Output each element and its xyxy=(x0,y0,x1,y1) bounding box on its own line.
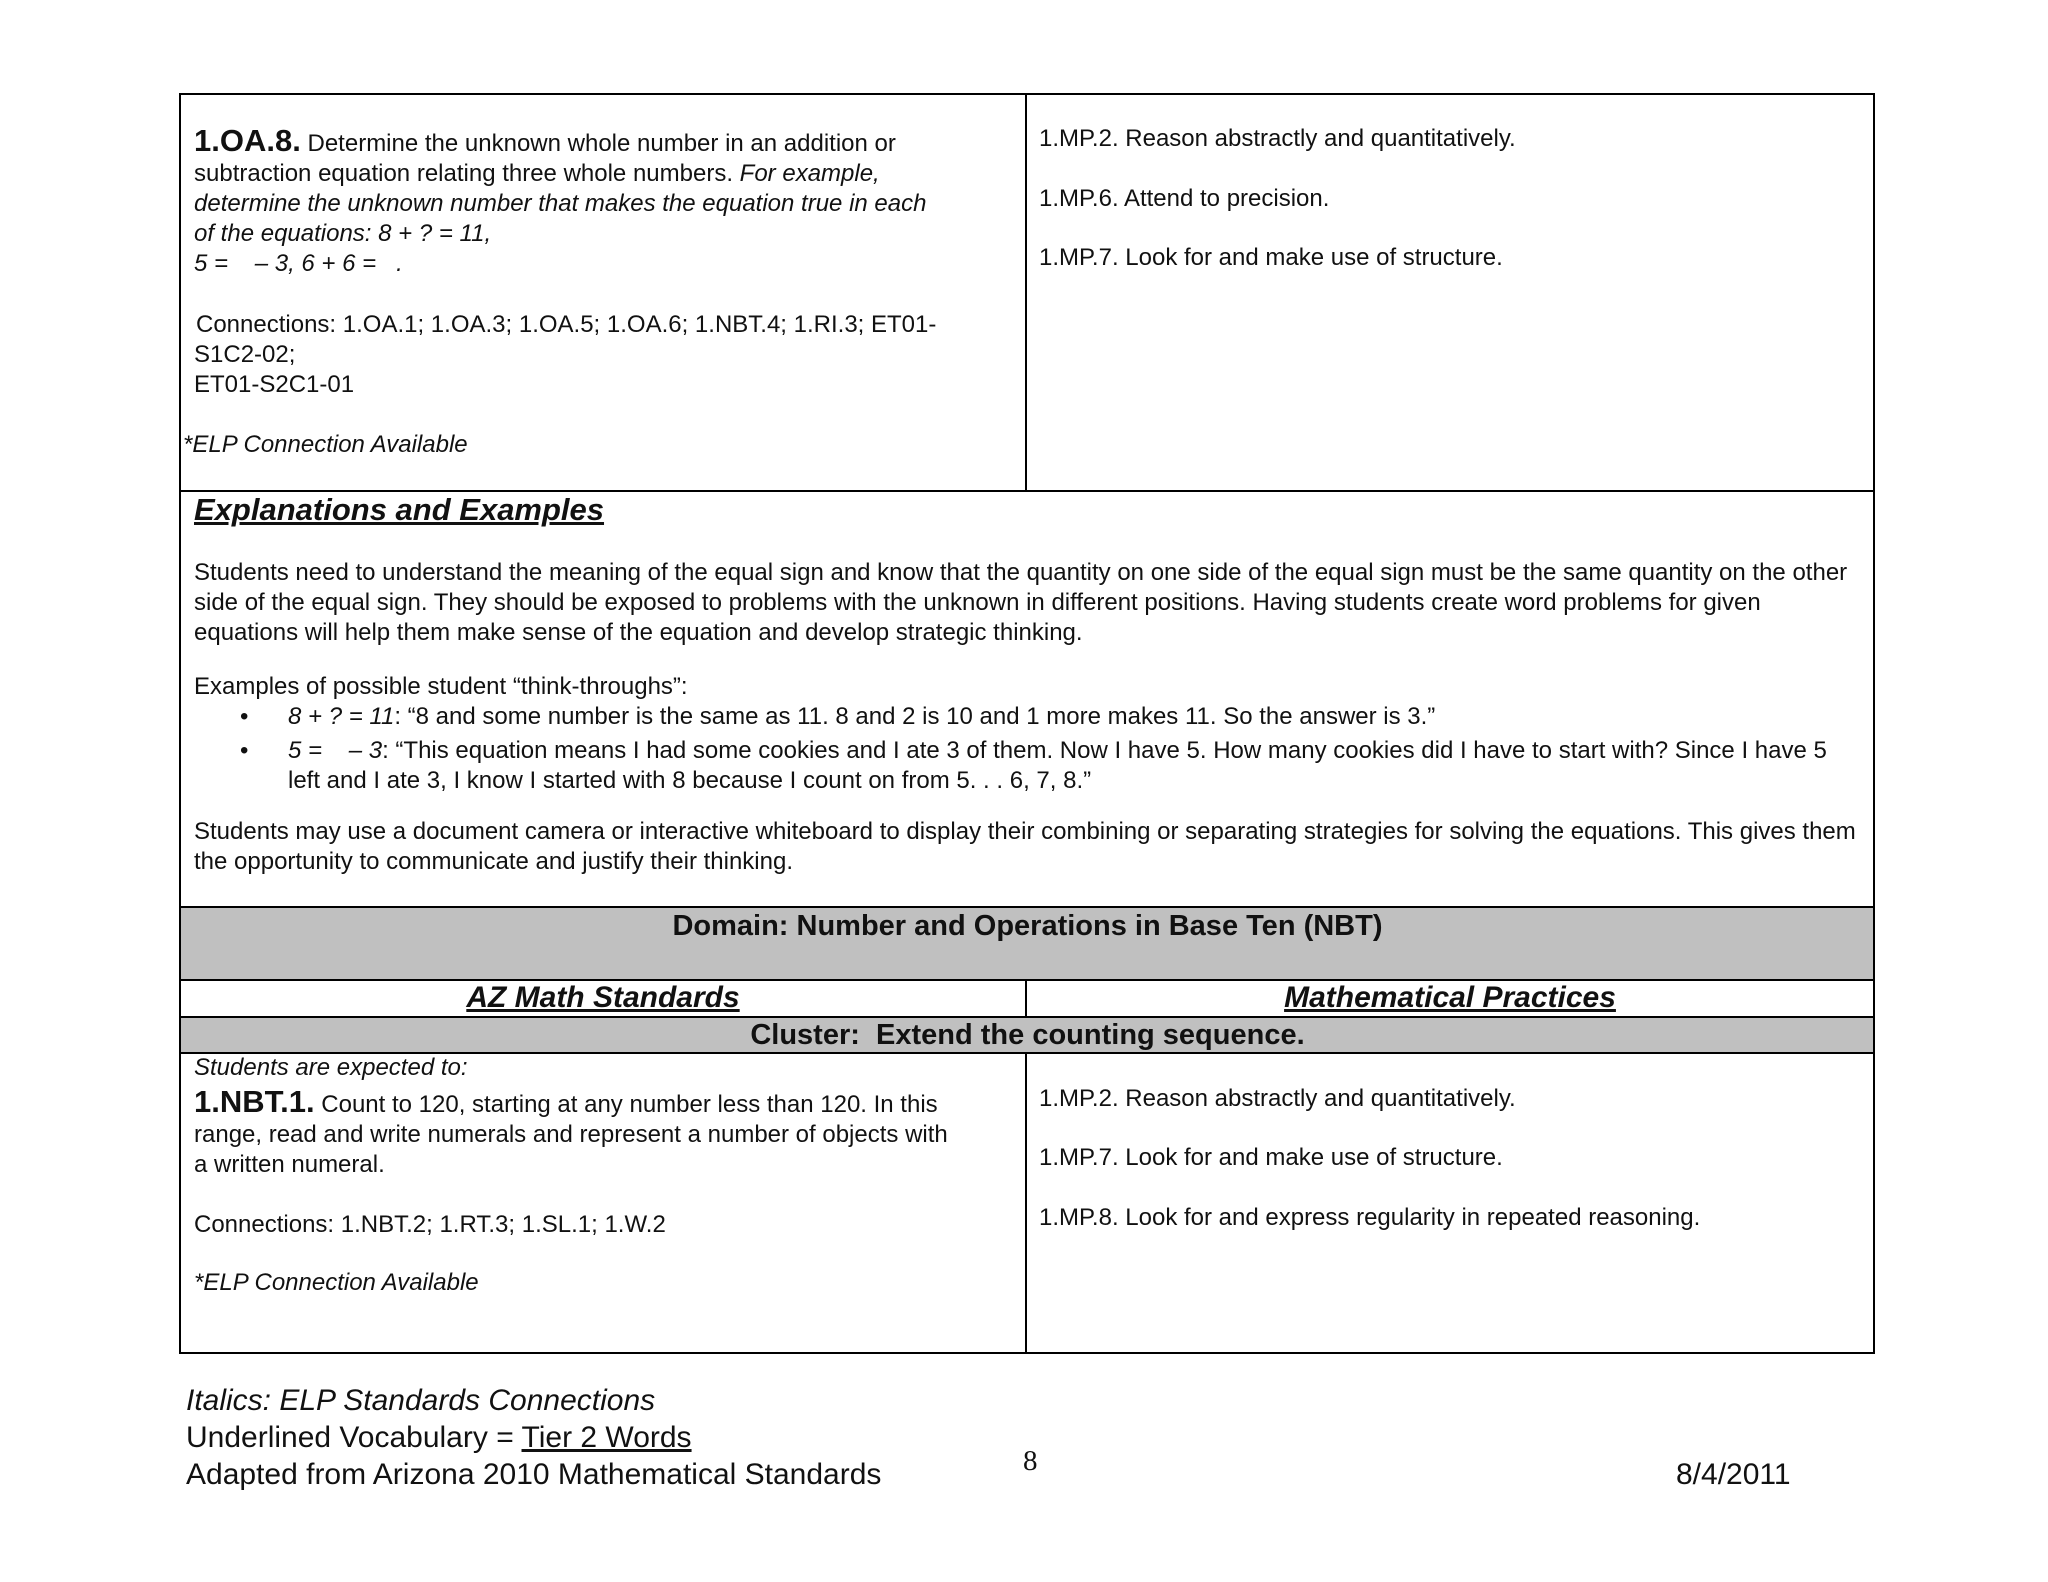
table-border-bottom xyxy=(180,1352,1875,1354)
footer-italics-note: Italics: ELP Standards Connections xyxy=(186,1384,656,1417)
column-header-az-standards: AZ Math Standards xyxy=(466,981,740,1014)
footer-adapted-from: Adapted from Arizona 2010 Mathematical Standards xyxy=(186,1458,882,1491)
footer-vocabulary-prefix: Underlined Vocabulary = xyxy=(186,1421,522,1454)
connections-line-2: S1C2-02; xyxy=(194,341,296,368)
column-divider-top xyxy=(1025,93,1027,491)
standard-line-2: range, read and write numerals and represent a number of objects with xyxy=(194,1121,948,1148)
examples-list xyxy=(240,702,1865,800)
examples-intro: Examples of possible student “think-throughs”: xyxy=(194,673,688,700)
connections-line-1: Connections: 1.OA.1; 1.OA.3; 1.OA.5; 1.OA.6; 1.NBT.4; 1.RI.3; ET01- xyxy=(196,311,937,338)
example-text: : “This equation means I had some cookies and I ate 3 of them. Now I have 5. How many cookies did I have to start with? Since I have 5 left and I ate 3, I know I started with 8 because I count on from 5. . . 6, 7, 8.” xyxy=(288,737,1827,794)
example-equation: 8 + ? = 11 xyxy=(288,703,395,730)
domain-title: Domain: Number and Operations in Base Ten (NBT) xyxy=(672,910,1383,942)
example-equation: 5 = – 3 xyxy=(288,737,383,764)
standard-text: Determine the unknown whole number in an addition or xyxy=(307,130,896,157)
example-text: : “8 and some number is the same as 11. 8 and 2 is 10 and 1 more makes 11. So the answer is 3.” xyxy=(394,703,1436,730)
bullet-marker: • xyxy=(240,703,249,730)
page-number: 8 xyxy=(1023,1445,1038,1477)
list-item xyxy=(240,736,1865,796)
standard-code: 1.OA.8. xyxy=(194,123,301,158)
connections-line-3: ET01-S2C1-01 xyxy=(194,371,355,398)
practice-item: 1.MP.6. Attend to precision. xyxy=(1039,185,1330,212)
standard-text: Count to 120, starting at any number less than 120. In this xyxy=(321,1091,938,1118)
expected-label: Students are expected to: xyxy=(194,1054,468,1081)
practice-item: 1.MP.7. Look for and make use of structure. xyxy=(1039,244,1503,271)
standard-line-2-italic: For example, xyxy=(739,160,880,187)
elp-connection-note: *ELP Connection Available xyxy=(183,431,468,458)
standard-line-3: a written numeral. xyxy=(194,1151,385,1178)
cluster-title: Cluster: Extend the counting sequence. xyxy=(750,1019,1305,1051)
practice-item: 1.MP.8. Look for and express regularity in repeated reasoning. xyxy=(1039,1204,1701,1231)
standard-1nbt1 xyxy=(194,1084,938,1120)
column-header-math-practices: Mathematical Practices xyxy=(1284,981,1616,1014)
footer-vocabulary-note xyxy=(186,1419,692,1456)
standard-code: 1.NBT.1. xyxy=(194,1084,315,1119)
table-border-left xyxy=(179,93,181,1354)
practice-item: 1.MP.2. Reason abstractly and quantitatively. xyxy=(1039,125,1516,152)
practice-item: 1.MP.2. Reason abstractly and quantitatively. xyxy=(1039,1085,1516,1112)
standard-line-2-plain: subtraction equation relating three whole numbers. xyxy=(194,160,733,187)
connections-line: Connections: 1.NBT.2; 1.RT.3; 1.SL.1; 1.W.2 xyxy=(194,1211,666,1238)
table-border-top xyxy=(180,93,1875,95)
standard-1oa8 xyxy=(194,123,896,159)
table-border-right xyxy=(1873,93,1875,1354)
standard-line-4: of the equations: 8 + ? = 11, xyxy=(194,220,492,247)
standard-line-2 xyxy=(194,159,880,189)
explanations-heading: Explanations and Examples xyxy=(194,492,605,527)
footer-tier2-words: Tier 2 Words xyxy=(521,1421,692,1454)
footer-date: 8/4/2011 xyxy=(1676,1458,1791,1491)
explanations-paragraph-2: Students may use a document camera or interactive whiteboard to display their combining or separating strategies for solving the equations. This gives them the opportunity to communicate and justify their thinking. xyxy=(194,818,1856,875)
column-divider-bottom-2 xyxy=(1025,1052,1027,1353)
elp-connection-note: *ELP Connection Available xyxy=(194,1269,479,1296)
explanations-paragraph-1: Students need to understand the meaning of the equal sign and know that the quantity on one side of the equal sign must be the same quantity on the other side of the equal sign. They should be exposed to problems with the unknown in different positions. Having students create word problems for given equations will help them make sense of the equation and develop strategic thinking. xyxy=(194,559,1848,646)
bullet-marker: • xyxy=(240,737,249,764)
list-item xyxy=(240,702,1865,732)
practice-item: 1.MP.7. Look for and make use of structure. xyxy=(1039,1144,1503,1171)
standard-line-5: 5 = – 3, 6 + 6 = . xyxy=(194,250,403,277)
standard-line-3: determine the unknown number that makes the equation true in each xyxy=(194,190,927,217)
